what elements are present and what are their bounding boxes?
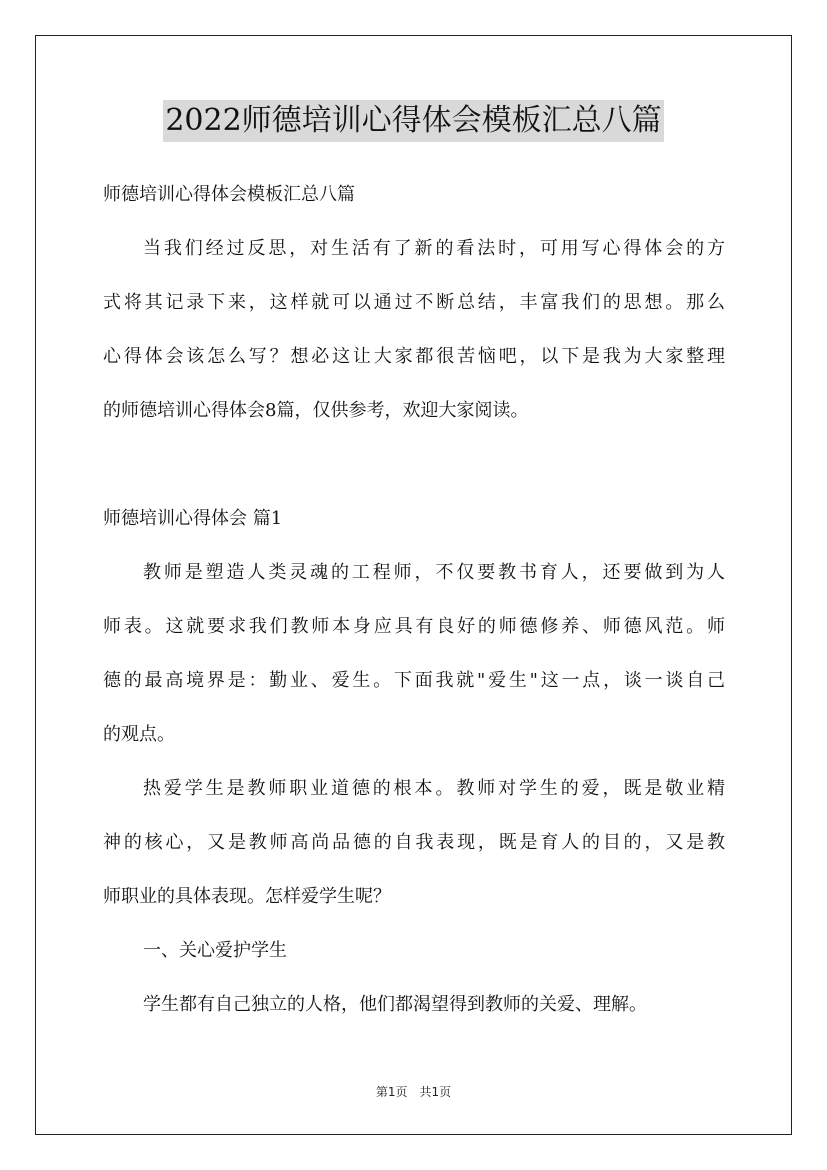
- title-container: [0, 100, 827, 142]
- intro-line: 当我们经过反思，对生活有了新的看法时，可用写心得体会的方: [143, 238, 725, 259]
- paragraph-line: 神的核心，又是教师高尚品德的自我表现，既是育人的目的，又是教: [103, 832, 725, 853]
- document-subtitle: 师德培训心得体会模板汇总八篇: [103, 184, 355, 205]
- paragraph-line: 学生都有自己独立的人格，他们都渴望得到教师的关爱、理解。: [143, 994, 647, 1015]
- section-heading: 师德培训心得体会 篇1: [103, 508, 283, 529]
- document-body: [103, 168, 725, 1032]
- paragraph-line: 的观点。: [103, 724, 175, 745]
- intro-line: 的师德培训心得体会8篇，仅供参考，欢迎大家阅读。: [103, 400, 529, 421]
- paragraph-gap: [103, 438, 725, 492]
- paragraph-line: 热爱学生是教师职业道德的根本。教师对学生的爱，既是敬业精: [143, 778, 725, 799]
- page-footer: 第1页 共1页: [375, 1085, 452, 1099]
- paragraph-line: 德的最高境界是：勤业、爱生。下面我就"爱生"这一点，谈一谈自己: [103, 670, 725, 691]
- subheading: 一、关心爱护学生: [143, 940, 287, 961]
- paragraph-line: 师表。这就要求我们教师本身应具有良好的师德修养、师德风范。师: [103, 616, 725, 637]
- intro-line: 式将其记录下来，这样就可以通过不断总结，丰富我们的思想。那么: [103, 292, 725, 313]
- paragraph-line: 教师是塑造人类灵魂的工程师，不仅要教书育人，还要做到为人: [143, 562, 725, 583]
- intro-line: 心得体会该怎么写？想必这让大家都很苦恼吧，以下是我为大家整理: [103, 346, 725, 367]
- paragraph-line: 师职业的具体表现。怎样爱学生呢？: [103, 886, 391, 907]
- document-title: 2022师德培训心得体会模板汇总八篇: [163, 100, 663, 142]
